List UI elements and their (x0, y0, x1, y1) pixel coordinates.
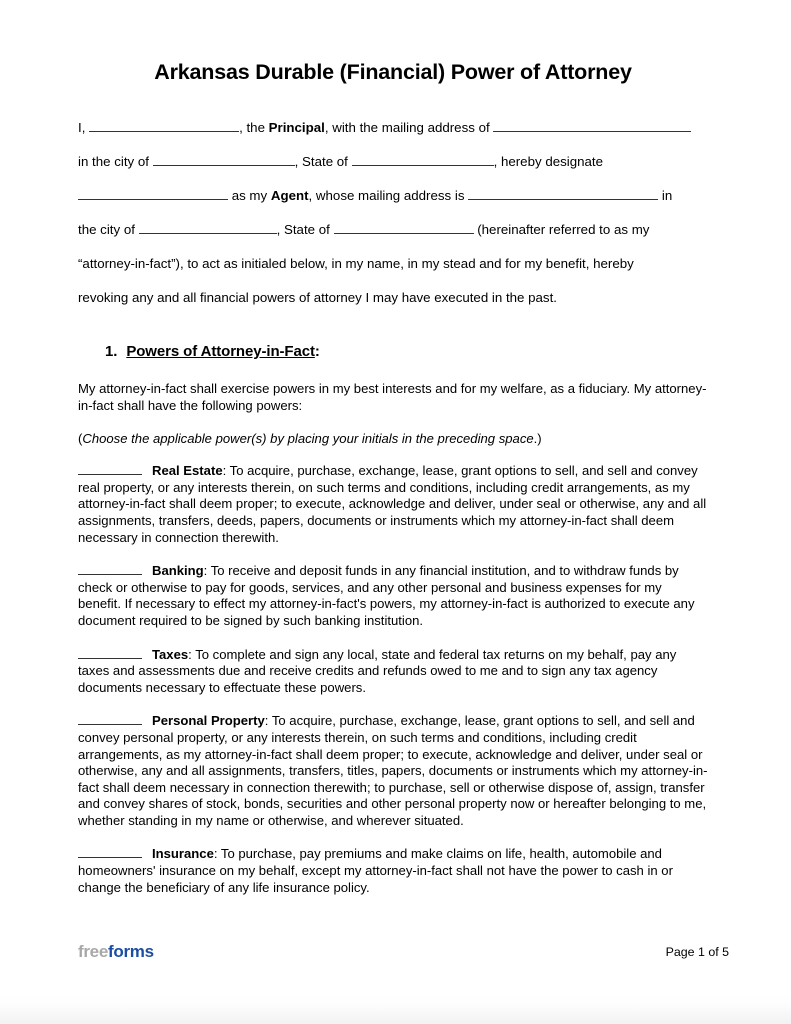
agent-state-field[interactable] (334, 218, 474, 234)
agent-address-field[interactable] (468, 184, 658, 200)
principal-term: Principal (268, 120, 325, 135)
intro-text: in (658, 188, 673, 203)
freeforms-logo[interactable] (78, 942, 154, 962)
initials-field-banking[interactable] (78, 562, 142, 575)
power-item-personal-property (78, 712, 708, 829)
power-label: Banking (152, 563, 204, 579)
principal-name-field[interactable] (89, 116, 239, 132)
initials-instruction (78, 431, 708, 446)
power-item-taxes (78, 646, 708, 697)
intro-line-6: revoking any and all financial powers of attorney I may have executed in the past. (78, 290, 557, 305)
intro-text: as my (228, 188, 271, 203)
intro-paragraph (78, 111, 708, 315)
intro-text: I, (78, 120, 90, 135)
power-text: To acquire, purchase, exchange, lease, grant options to sell, and sell and convey real property, or any interests therein, on such terms and conditions, including credit arrangements, as my attorney-in-fact shall deem proper; to execute, acknowledge and deliver, under seal or otherwise, any and all assignments, transfers, deeds, papers, documents or instruments which my attorney-in-fact shall deem necessary in connection therewith. (78, 463, 707, 545)
power-item-real-estate (78, 462, 708, 546)
power-text: To acquire, purchase, exchange, lease, grant options to sell, and sell and convey personal property, or any interests therein, on such terms and conditions, including credit arrangements, as my attorney-in-fact shall deem proper; to execute, acknowledge and deliver, under seal or otherwise, any and all assignments, transfers, titles, papers, documents or instruments which my attorney-in-fact shall deem necessary in connection therewith; to purchase, sell or otherwise dispose of, assign, transfer and convey shares of stock, bonds, securities and other personal property now or hereafter belonging to me, whether standing in my name or otherwise, and wherever situated. (78, 713, 708, 828)
intro-text: , whose mailing address is (308, 188, 469, 203)
intro-line-2 (78, 145, 708, 179)
power-colon: : (213, 846, 221, 862)
power-colon: : (222, 463, 230, 479)
intro-line-3 (78, 179, 708, 213)
logo-text-forms: forms (108, 942, 154, 961)
section-heading-label: Powers of Attorney-in-Fact (126, 343, 315, 360)
initials-field-taxes[interactable] (78, 646, 142, 659)
power-text: To receive and deposit funds in any financial institution, and to withdraw funds by check or otherwise to pay for goods, services, and any other personal and business expenses for my benefit. If necessary to effect my attorney-in-fact's powers, my attorney-in-fact is authorized to execute any document required to be signed by such banking institution. (78, 563, 695, 628)
intro-line-1 (78, 111, 708, 145)
page-number: Page 1 of 5 (665, 945, 729, 959)
note-italic-text: Choose the applicable power(s) by placing your initials in the preceding space (82, 431, 534, 447)
initials-field-personal-property[interactable] (78, 712, 142, 725)
power-colon: : (188, 646, 196, 662)
initials-field-insurance[interactable] (78, 845, 142, 858)
intro-text: the city of (78, 222, 139, 237)
section-heading-colon: : (314, 343, 320, 360)
power-item-insurance (78, 845, 708, 896)
intro-text: , State of (294, 154, 352, 169)
power-text: To complete and sign any local, state and federal tax returns on my behalf, pay any taxes and assessments due and receive credits and refunds owed to me and to sign any tax agency documents necessary to effectuate these powers. (78, 646, 677, 695)
initials-field-real-estate[interactable] (78, 462, 142, 475)
document-content (78, 0, 708, 896)
intro-text: , State of (276, 222, 334, 237)
intro-text: in the city of (78, 154, 153, 169)
page-title: Arkansas Durable (Financial) Power of Attorney (154, 60, 632, 84)
principal-state-field[interactable] (352, 150, 494, 166)
page-edge-shadow (0, 994, 791, 1024)
agent-name-field[interactable] (78, 184, 228, 200)
power-colon: : (264, 713, 272, 729)
power-text: To purchase, pay premiums and make claims on life, health, automobile and homeowners' insurance on my behalf, except my attorney-in-fact shall not have the power to cash in or change the beneficiary of any life insurance policy. (78, 846, 673, 895)
note-open-paren: ( (78, 431, 83, 447)
page-footer (78, 942, 729, 962)
intro-text: , the (239, 120, 269, 135)
power-item-banking (78, 562, 708, 629)
power-label: Personal Property (152, 713, 265, 729)
power-label: Insurance (152, 846, 214, 862)
intro-line-5: “attorney-in-fact”), to act as initialed below, in my name, in my stead and for my benefit, hereby (78, 256, 634, 271)
agent-city-field[interactable] (139, 218, 277, 234)
intro-text: , with the mailing address of (324, 120, 494, 135)
logo-text-free: free (78, 942, 108, 961)
intro-line-4 (78, 213, 708, 247)
section-heading-powers (105, 343, 708, 360)
power-label: Real Estate (152, 463, 223, 479)
power-label: Taxes (152, 646, 189, 662)
powers-lead-text: My attorney-in-fact shall exercise powers in my best interests and for my welfare, as a fiduciary. My attorney-in-fact shall have the following powers: (78, 381, 707, 413)
agent-term: Agent (270, 188, 309, 203)
principal-address-field[interactable] (493, 116, 691, 132)
principal-city-field[interactable] (153, 150, 295, 166)
intro-text: (hereinafter referred to as my (473, 222, 650, 237)
intro-text: , hereby designate (493, 154, 603, 169)
section-number: 1. (105, 343, 118, 360)
note-close-paren: .) (533, 431, 542, 447)
power-colon: : (203, 563, 211, 579)
